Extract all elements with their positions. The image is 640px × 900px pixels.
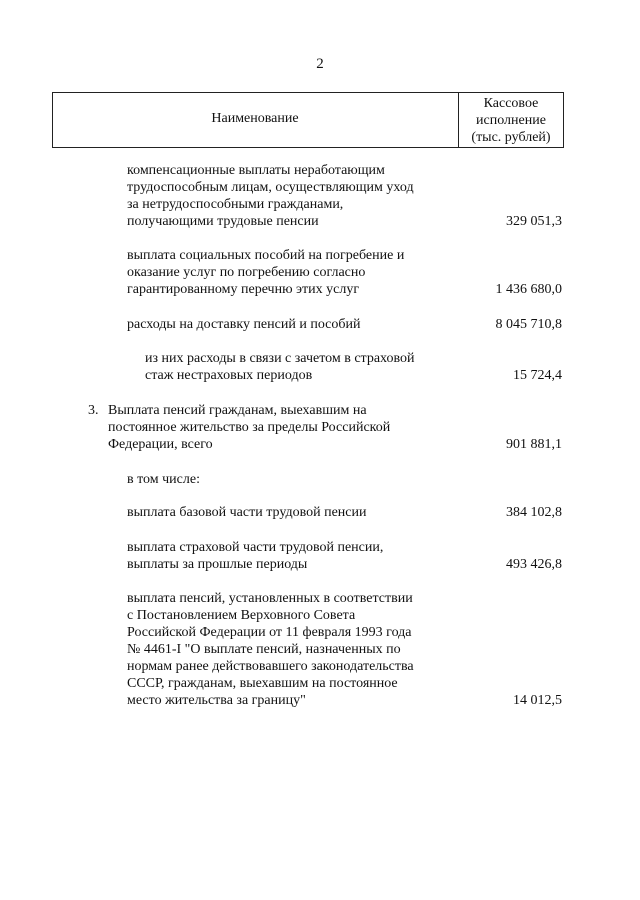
row-value: 1 436 680,0 bbox=[495, 282, 562, 297]
row-value: 901 881,1 bbox=[506, 437, 562, 452]
header-sum-line: (тыс. рублей) bbox=[471, 130, 551, 145]
row-text: в том числе: bbox=[127, 472, 200, 487]
row-value: 8 045 710,8 bbox=[495, 317, 562, 332]
table-header bbox=[52, 92, 564, 148]
page-number: 2 bbox=[316, 56, 324, 72]
row-text: расходы на доставку пенсий и пособий bbox=[127, 317, 361, 332]
row-text: выплата страховой части трудовой пенсии, выплаты за прошлые периоды bbox=[127, 540, 384, 572]
header-name: Наименование bbox=[211, 111, 299, 126]
row-text: из них расходы в связи с зачетом в страховой стаж нестраховых периодов bbox=[145, 351, 415, 383]
row-value: 493 426,8 bbox=[506, 557, 562, 572]
row-text: выплата пенсий, установленных в соответствии с Постановлением Верховного Совета Российской Федерации от 11 февраля 1993 года № 4461-I "О выплате пенсий, назначенных по нормам ранее действовавшего законодательства СССР, гражданам, выехавшим на постоянное место жительства за границу" bbox=[127, 591, 414, 708]
row-text: компенсационные выплаты неработающим трудоспособным лицам, осуществляющим уход за нетрудоспособными гражданами, получающими трудовые пенсии bbox=[127, 163, 414, 229]
row-text: выплата базовой части трудовой пенсии bbox=[127, 505, 367, 520]
row-number: 3. bbox=[88, 403, 99, 418]
row-text: Выплата пенсий гражданам, выехавшим на постоянное жительство за пределы Российской Федерации, всего bbox=[108, 403, 391, 452]
row-value: 14 012,5 bbox=[513, 693, 562, 708]
row-value: 384 102,8 bbox=[506, 505, 562, 520]
header-sum-line: исполнение bbox=[476, 113, 546, 128]
row-value: 15 724,4 bbox=[513, 368, 562, 383]
row-value: 329 051,3 bbox=[506, 214, 562, 229]
header-sum-line: Кассовое bbox=[483, 96, 539, 111]
header-sum bbox=[458, 95, 564, 146]
row-text: выплата социальных пособий на погребение и оказание услуг по погребению согласно гарантированному перечню этих услуг bbox=[127, 248, 405, 297]
